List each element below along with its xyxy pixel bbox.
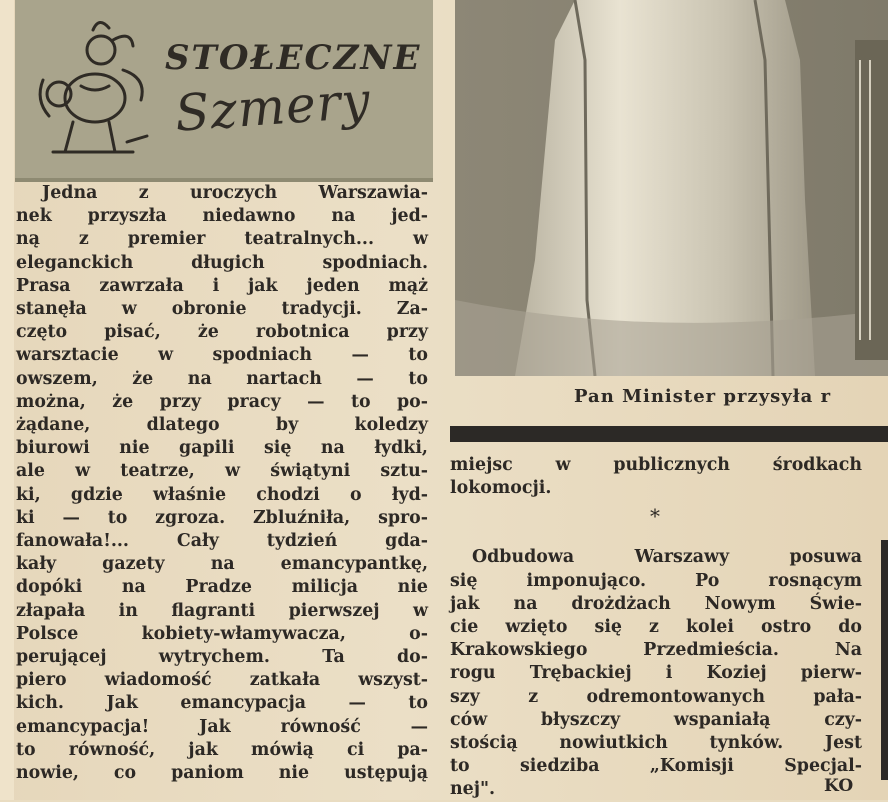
text-line: ale w teatrze, w świątyni sztu- <box>16 461 428 482</box>
photo-illustration-icon <box>455 0 888 376</box>
text-line: złapała in flagranti pierwszej w <box>16 600 428 621</box>
text-line: to równość, jak mówią ci pa- <box>16 739 428 760</box>
text-line: cie wzięto się z kolei ostro do <box>450 617 862 638</box>
text-line: stanęła w obronie tradycji. Za- <box>16 299 428 320</box>
text-line: żądane, dlatego by koledzy <box>16 415 428 436</box>
column-rule <box>881 540 888 780</box>
text-line: Krakowskiego Przedmieścia. Na <box>450 640 862 661</box>
text-line: ki — to zgroza. Zbluźniła, spro- <box>16 507 428 528</box>
photo-caption: Pan Minister przysyła r <box>574 386 832 407</box>
text-line: miejsc w publicznych środkach <box>450 455 862 475</box>
text-line: kich. Jak emancypacja — to <box>16 693 428 714</box>
page-margin <box>0 0 14 800</box>
text-line: eleganckich długich spodniach. <box>16 252 428 273</box>
text-line: biurowi nie gapili się na łydki, <box>16 438 428 459</box>
text-line: stością nowiutkich tynków. Jest <box>450 733 862 754</box>
author-signoff: KO <box>824 776 854 796</box>
article-photo <box>455 0 888 376</box>
text-line: nej". <box>450 779 496 800</box>
text-line: Jedna z uroczych Warszawia- <box>42 183 428 203</box>
header-subtitle: Szmery <box>173 71 373 143</box>
text-line: owszem, że na nartach — to <box>16 368 428 389</box>
header-title: STOŁECZNE <box>165 38 422 78</box>
section-rule <box>450 426 888 442</box>
text-line: nek przyszła niedawno na jed- <box>16 206 428 227</box>
text-line: perującej wytrychem. Ta do- <box>16 647 428 668</box>
text-line: to siedziba „Komisji Specjal- <box>450 756 862 777</box>
text-line: ców błyszczy wspaniałą czy- <box>450 709 862 730</box>
text-line: ną z premier teatralnych... w <box>16 229 428 250</box>
text-line: piero wiadomość zatkała wszyst- <box>16 670 428 691</box>
text-line: Odbudowa Warszawy posuwa <box>472 547 862 568</box>
text-line: emancypacja! Jak równość — <box>16 716 428 737</box>
text-line: nowie, co paniom nie ustępują <box>16 763 428 784</box>
text-line: warsztacie w spodniach — to <box>16 345 428 366</box>
text-line: jak na drożdżach Nowym Świe- <box>450 593 862 614</box>
text-line: szy z odremontowanych pała- <box>450 686 862 707</box>
text-line: częto pisać, że robotnica przy <box>16 322 428 343</box>
separator-star: * <box>650 504 660 528</box>
text-line: kały gazety na emancypantkę, <box>16 554 428 575</box>
text-line: fanowała!... Cały tydzień gda- <box>16 531 428 552</box>
text-line: lokomocji. <box>450 478 552 499</box>
text-line: Prasa zawrzała i jak jeden mąż <box>16 275 428 296</box>
column-header-box <box>15 0 433 182</box>
text-line: ki, gdzie właśnie chodzi o łyd- <box>16 484 428 505</box>
doodle-illustration-icon <box>23 10 163 170</box>
text-line: się imponująco. Po rosnącym <box>450 570 862 591</box>
text-line: dopóki na Pradze milicja nie <box>16 577 428 598</box>
text-line: można, że przy pracy — to po- <box>16 391 428 412</box>
text-line: Polsce kobiety-włamywacza, o- <box>16 623 428 644</box>
text-line: rogu Trębackiej i Koziej pierw- <box>450 663 862 684</box>
left-article-column <box>16 182 428 785</box>
